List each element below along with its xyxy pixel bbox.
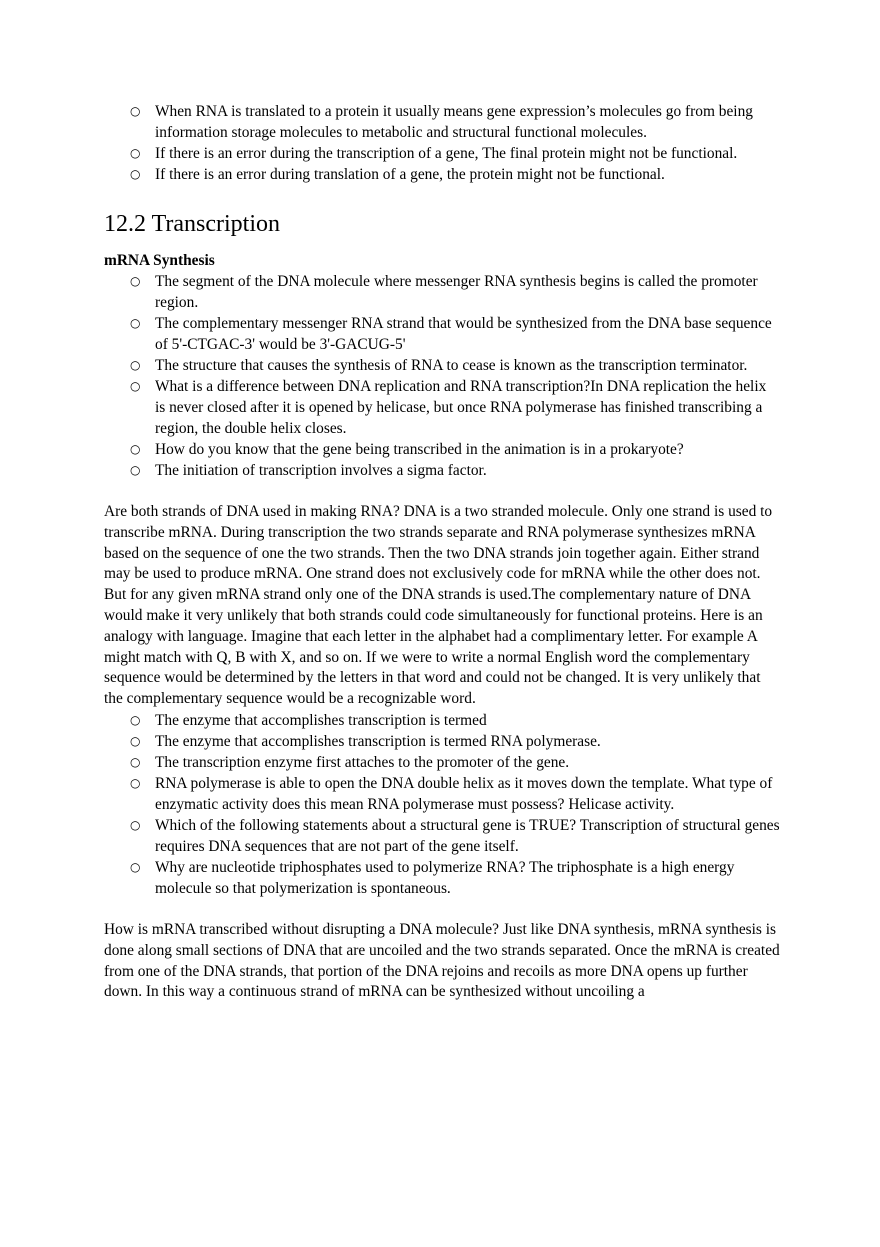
hollow-circle-bullet-icon: ○ xyxy=(130,146,141,160)
bullet-text: Which of the following statements about a structural gene is TRUE? Transcription of structural genes requires DNA sequences that are not part of the gene itself. xyxy=(155,816,780,855)
list-item xyxy=(130,376,780,439)
list-item xyxy=(130,164,780,185)
bullet-text: If there is an error during the transcription of a gene, The final protein might not be functional. xyxy=(155,145,738,162)
hollow-circle-bullet-icon: ○ xyxy=(130,463,141,477)
list-item xyxy=(130,752,780,773)
section-heading: 12.2 Transcription xyxy=(104,211,281,237)
spacer xyxy=(104,899,780,920)
hollow-circle-bullet-icon: ○ xyxy=(130,754,141,769)
hollow-circle-bullet-icon: ○ xyxy=(130,104,141,118)
hollow-circle-bullet-icon: ○ xyxy=(130,379,141,393)
hollow-circle-bullet-icon: ○ xyxy=(130,733,141,748)
hollow-circle-bullet-icon: ○ xyxy=(130,817,141,832)
hollow-circle-bullet-icon: ○ xyxy=(130,167,141,181)
document-page xyxy=(104,101,780,1003)
bullet-text: The structure that causes the synthesis of RNA to cease is known as the transcription terminator. xyxy=(155,357,748,374)
hollow-circle-bullet-icon: ○ xyxy=(130,712,141,727)
bullet-text: The initiation of transcription involves a sigma factor. xyxy=(155,462,487,479)
bullet-text: The enzyme that accomplishes transcription is termed xyxy=(155,711,487,729)
list-item xyxy=(130,355,780,376)
list-item xyxy=(130,815,780,857)
enzyme-bullet-list xyxy=(104,710,780,899)
list-item xyxy=(130,271,780,313)
list-item xyxy=(130,773,780,815)
bullet-text: The enzyme that accomplishes transcription is termed RNA polymerase. xyxy=(155,732,601,750)
intro-bullet-list xyxy=(104,101,780,185)
bullet-text: The complementary messenger RNA strand that would be synthesized from the DNA base sequence of 5'-CTGAC-3' would be 3'-GACUG-5' xyxy=(155,315,772,353)
list-item xyxy=(130,857,780,899)
paragraph-mrna-transcription: How is mRNA transcribed without disrupting a DNA molecule? Just like DNA synthesis, mRNA synthesis is done along small sections of DNA that are uncoiled and the two strands separated. Once the mRNA is created from one of the DNA strands, that portion of the DNA rejoins and recoils as more DNA opens up further down. In this way a continuous strand of mRNA can be synthesized without uncoiling a xyxy=(104,920,780,1001)
subsection-heading: mRNA Synthesis xyxy=(104,252,215,269)
list-item xyxy=(130,731,780,752)
list-item xyxy=(130,101,780,143)
bullet-text: What is a difference between DNA replication and RNA transcription?In DNA replication the helix is never closed after it is opened by helicase, but once RNA polymerase has finished transcribing a region, the double helix closes. xyxy=(155,378,767,437)
bullet-text: How do you know that the gene being transcribed in the animation is in a prokaryote? xyxy=(155,441,684,458)
synthesis-bullet-list xyxy=(104,271,780,481)
list-item xyxy=(130,313,780,355)
bullet-text: The segment of the DNA molecule where messenger RNA synthesis begins is called the promoter region. xyxy=(155,273,758,311)
hollow-circle-bullet-icon: ○ xyxy=(130,274,141,288)
list-item xyxy=(130,460,780,481)
list-item xyxy=(130,143,780,164)
bullet-text: If there is an error during translation of a gene, the protein might not be functional. xyxy=(155,166,665,183)
bullet-text: Why are nucleotide triphosphates used to polymerize RNA? The triphosphate is a high energy molecule so that polymerization is spontaneous. xyxy=(155,858,735,897)
hollow-circle-bullet-icon: ○ xyxy=(130,358,141,372)
bullet-text: When RNA is translated to a protein it usually means gene expression’s molecules go from being information storage molecules to metabolic and structural functional molecules. xyxy=(155,103,753,141)
hollow-circle-bullet-icon: ○ xyxy=(130,442,141,456)
spacer xyxy=(104,481,780,502)
list-item xyxy=(130,710,780,731)
hollow-circle-bullet-icon: ○ xyxy=(130,316,141,330)
bullet-text: RNA polymerase is able to open the DNA double helix as it moves down the template. What type of enzymatic activity does this mean RNA polymerase must possess? Helicase activity. xyxy=(155,774,773,813)
hollow-circle-bullet-icon: ○ xyxy=(130,775,141,790)
paragraph-dna-strands: Are both strands of DNA used in making RNA? DNA is a two stranded molecule. Only one strand is used to transcribe mRNA. During transcription the two strands separate and RNA polymerase synthesizes mRNA based on the sequence of one the two strands. Then the two DNA strands join together again. Either strand may be used to produce mRNA. One strand does not exclusively code for mRNA while the other does not. But for any given mRNA strand only one of the DNA strands is used.The complementary nature of DNA would make it very unlikely that both strands could code simultaneously for functional proteins. Here is an analogy with language. Imagine that each letter in the alphabet had a complimentary letter. For example A might match with Q, B with X, and so on. If we were to write a normal English word the complementary sequence would be determined by the letters in that word and could not be changed. It is very unlikely that the complementary sequence would be a recognizable word. xyxy=(104,503,773,708)
bullet-text: The transcription enzyme first attaches to the promoter of the gene. xyxy=(155,753,570,771)
hollow-circle-bullet-icon: ○ xyxy=(130,859,141,874)
list-item xyxy=(130,439,780,460)
